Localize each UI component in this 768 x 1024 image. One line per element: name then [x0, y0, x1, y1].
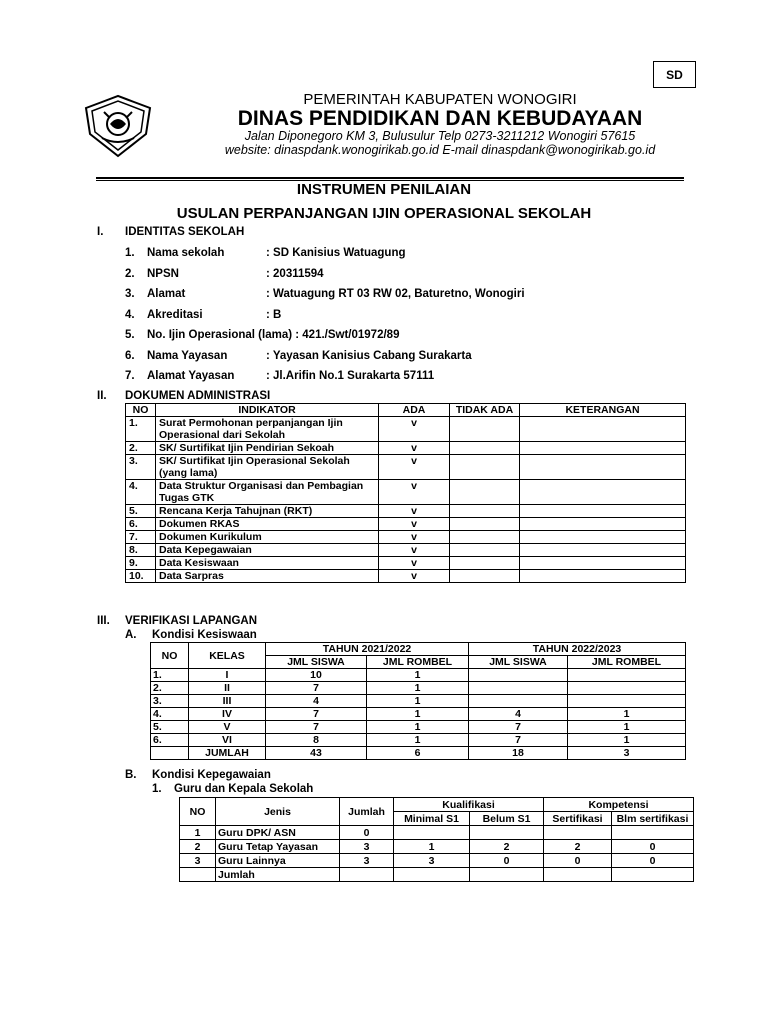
cell-tidak-ada [450, 518, 520, 531]
cell-jml-siswa-2021: 7 [266, 682, 367, 695]
cell-indikator: SK/ Surtifikat Ijin Operasional Sekolah (yang lama) [156, 455, 379, 480]
col-header-jml-rombel: JML ROMBEL [568, 656, 686, 669]
cell-no: 4. [126, 480, 156, 505]
cell-no: 3 [180, 854, 216, 868]
cell-belum-s1 [470, 868, 544, 882]
cell-tidak-ada [450, 455, 520, 480]
table-row [151, 734, 686, 747]
cell-sertifikasi [544, 868, 612, 882]
cell-keterangan [520, 417, 686, 442]
col-header-kualifikasi: Kualifikasi [394, 798, 544, 812]
cell-jml-siswa-2022: 4 [469, 708, 568, 721]
table-row [151, 747, 686, 760]
col-header-kelas: KELAS [189, 643, 266, 669]
student-condition-body [151, 669, 686, 760]
cell-keterangan [520, 455, 686, 480]
cell-ada: v [379, 531, 450, 544]
table-row [151, 708, 686, 721]
cell-ada: v [379, 518, 450, 531]
section-2-number: II. [97, 390, 107, 402]
cell-keterangan [520, 480, 686, 505]
table-row [126, 480, 686, 505]
cell-kelas: JUMLAH [189, 747, 266, 760]
section-3-title: VERIFIKASI LAPANGAN [125, 615, 258, 627]
cell-jml-siswa-2021: 43 [266, 747, 367, 760]
cell-jumlah [340, 868, 394, 882]
section-1-number: I. [97, 226, 104, 238]
cell-no: 7. [126, 531, 156, 544]
cell-jml-rombel-2022: 3 [568, 747, 686, 760]
table-header-row [151, 643, 686, 656]
identity-item-number: 3. [125, 288, 135, 300]
header-contact: website: dinaspdank.wonogirikab.go.id E-mail dinaspdank@wonogirikab.go.id [224, 143, 656, 157]
cell-kelas: V [189, 721, 266, 734]
cell-jml-siswa-2022: 18 [469, 747, 568, 760]
cell-tidak-ada [450, 505, 520, 518]
cell-no: 2. [126, 442, 156, 455]
cell-sertifikasi: 0 [544, 854, 612, 868]
teacher-table [179, 797, 694, 882]
cell-indikator: Data Kesiswaan [156, 557, 379, 570]
cell-blm-sertifikasi [612, 826, 694, 840]
cell-no: 9. [126, 557, 156, 570]
cell-keterangan [520, 518, 686, 531]
school-level-badge: SD [653, 61, 696, 88]
cell-jml-siswa-2021: 7 [266, 721, 367, 734]
identity-item-label: Nama sekolah [147, 247, 225, 259]
cell-keterangan [520, 544, 686, 557]
cell-tidak-ada [450, 531, 520, 544]
identity-item-value: : SD Kanisius Watuagung [266, 247, 406, 259]
cell-jml-rombel-2021: 6 [367, 747, 469, 760]
cell-indikator: Surat Permohonan perpanjangan Ijin Operasional dari Sekolah [156, 417, 379, 442]
cell-jenis: Guru Lainnya [216, 854, 340, 868]
table-row [180, 826, 694, 840]
cell-ada: v [379, 417, 450, 442]
cell-belum-s1 [470, 826, 544, 840]
col-header-no: NO [180, 798, 216, 826]
cell-ada: v [379, 480, 450, 505]
cell-no: 3. [151, 695, 189, 708]
cell-kelas: I [189, 669, 266, 682]
identity-item-value: : 20311594 [266, 268, 324, 280]
cell-indikator: Dokumen RKAS [156, 518, 379, 531]
subsection-1-title: Guru dan Kepala Sekolah [174, 783, 314, 795]
cell-keterangan [520, 557, 686, 570]
identity-item-value: : Jl.Arifin No.1 Surakarta 57111 [266, 370, 435, 382]
identity-item-number: 1. [125, 247, 135, 259]
table-row [126, 544, 686, 557]
cell-jml-rombel-2022 [568, 682, 686, 695]
cell-ada: v [379, 570, 450, 583]
cell-no: 3. [126, 455, 156, 480]
table-header-row [126, 404, 686, 417]
section-2-title: DOKUMEN ADMINISTRASI [125, 390, 271, 402]
table-row [151, 669, 686, 682]
subsection-1-number: 1. [152, 783, 162, 795]
cell-jumlah: 3 [340, 840, 394, 854]
identity-item-label: Akreditasi [147, 309, 203, 321]
cell-indikator: Data Struktur Organisasi dan Pembagian Tugas GTK [156, 480, 379, 505]
cell-no: 1 [180, 826, 216, 840]
cell-jml-siswa-2021: 4 [266, 695, 367, 708]
table-row [151, 695, 686, 708]
cell-jenis: Jumlah [216, 868, 340, 882]
identity-item-label: Alamat Yayasan [147, 370, 235, 382]
section-1-title: IDENTITAS SEKOLAH [125, 226, 245, 238]
col-header-year-2022: TAHUN 2022/2023 [469, 643, 686, 656]
cell-ada: v [379, 455, 450, 480]
cell-blm-sertifikasi: 0 [612, 854, 694, 868]
cell-ada: v [379, 505, 450, 518]
table-row [180, 868, 694, 882]
cell-jml-rombel-2021: 1 [367, 682, 469, 695]
col-header-no: NO [126, 404, 156, 417]
col-header-belum-s1: Belum S1 [470, 812, 544, 826]
cell-jml-rombel-2021: 1 [367, 708, 469, 721]
admin-documents-body [126, 417, 686, 583]
cell-belum-s1: 2 [470, 840, 544, 854]
col-header-ada: ADA [379, 404, 450, 417]
cell-jml-siswa-2021: 10 [266, 669, 367, 682]
subsection-a-title: Kondisi Kesiswaan [152, 629, 257, 641]
cell-keterangan [520, 531, 686, 544]
col-header-blm-sertifikasi: Blm sertifikasi [612, 812, 694, 826]
cell-no: 1. [151, 669, 189, 682]
cell-indikator: Data Kepegawaian [156, 544, 379, 557]
col-header-minimal-s1: Minimal S1 [394, 812, 470, 826]
document-title: INSTRUMEN PENILAIAN [296, 181, 472, 198]
cell-no [180, 868, 216, 882]
identity-item-label: Nama Yayasan [147, 350, 228, 362]
table-row [126, 442, 686, 455]
cell-jumlah: 3 [340, 854, 394, 868]
identity-item-label: Alamat [147, 288, 186, 300]
cell-keterangan [520, 442, 686, 455]
identity-item-value: : Yayasan Kanisius Cabang Surakarta [266, 350, 472, 362]
cell-tidak-ada [450, 570, 520, 583]
cell-no: 8. [126, 544, 156, 557]
cell-ada: v [379, 442, 450, 455]
cell-belum-s1: 0 [470, 854, 544, 868]
cell-minimal-s1: 1 [394, 840, 470, 854]
cell-ada: v [379, 557, 450, 570]
table-row [126, 455, 686, 480]
cell-jml-rombel-2021: 1 [367, 734, 469, 747]
cell-blm-sertifikasi: 0 [612, 840, 694, 854]
cell-no: 5. [151, 721, 189, 734]
table-row [180, 840, 694, 854]
cell-jml-rombel-2022: 1 [568, 721, 686, 734]
cell-tidak-ada [450, 442, 520, 455]
cell-jml-rombel-2022 [568, 695, 686, 708]
cell-no: 10. [126, 570, 156, 583]
table-row [151, 721, 686, 734]
col-header-keterangan: KETERANGAN [520, 404, 686, 417]
subsection-b-letter: B. [125, 769, 137, 781]
cell-keterangan [520, 570, 686, 583]
col-header-jenis: Jenis [216, 798, 340, 826]
header-department: DINAS PENDIDIKAN DAN KEBUDAYAAN [237, 107, 643, 130]
identity-item-number: 5. [125, 329, 135, 341]
col-header-jml-siswa: JML SISWA [469, 656, 568, 669]
identity-item-number: 2. [125, 268, 135, 280]
cell-jumlah: 0 [340, 826, 394, 840]
cell-tidak-ada [450, 480, 520, 505]
cell-jml-siswa-2022: 7 [469, 734, 568, 747]
cell-kelas: II [189, 682, 266, 695]
subsection-b-title: Kondisi Kepegawaian [152, 769, 271, 781]
cell-tidak-ada [450, 544, 520, 557]
col-header-sertifikasi: Sertifikasi [544, 812, 612, 826]
cell-keterangan [520, 505, 686, 518]
cell-indikator: SK/ Surtifikat Ijin Pendirian Sekoah [156, 442, 379, 455]
table-row [126, 570, 686, 583]
cell-no: 1. [126, 417, 156, 442]
table-row [126, 417, 686, 442]
table-row [180, 854, 694, 868]
cell-tidak-ada [450, 557, 520, 570]
cell-indikator: Data Sarpras [156, 570, 379, 583]
col-header-year-2021: TAHUN 2021/2022 [266, 643, 469, 656]
regency-logo [80, 94, 156, 158]
cell-blm-sertifikasi [612, 868, 694, 882]
subsection-a-letter: A. [125, 629, 137, 641]
cell-sertifikasi: 2 [544, 840, 612, 854]
table-header-row [180, 798, 694, 812]
table-row [126, 531, 686, 544]
document-subtitle: USULAN PERPANJANGAN IJIN OPERASIONAL SEKOLAH [176, 205, 592, 222]
cell-no: 4. [151, 708, 189, 721]
identity-item-value: : Watuagung RT 03 RW 02, Baturetno, Wonogiri [266, 288, 525, 300]
cell-minimal-s1: 3 [394, 854, 470, 868]
section-3-number: III. [97, 615, 110, 627]
student-condition-table [150, 642, 686, 760]
col-header-kompetensi: Kompetensi [544, 798, 694, 812]
cell-minimal-s1 [394, 868, 470, 882]
cell-sertifikasi [544, 826, 612, 840]
cell-no: 2 [180, 840, 216, 854]
cell-no: 6. [126, 518, 156, 531]
cell-jml-rombel-2022: 1 [568, 708, 686, 721]
identity-item-number: 6. [125, 350, 135, 362]
col-header-jml-rombel: JML ROMBEL [367, 656, 469, 669]
cell-no [151, 747, 189, 760]
identity-item-value: : B [266, 309, 282, 321]
cell-jenis: Guru DPK/ ASN [216, 826, 340, 840]
identity-item-number: 4. [125, 309, 135, 321]
col-header-jumlah: Jumlah [340, 798, 394, 826]
cell-jml-rombel-2022 [568, 669, 686, 682]
table-row [151, 682, 686, 695]
cell-no: 6. [151, 734, 189, 747]
identity-item-number: 7. [125, 370, 135, 382]
cell-jml-siswa-2021: 7 [266, 708, 367, 721]
header-divider [96, 177, 684, 179]
cell-indikator: Dokumen Kurikulum [156, 531, 379, 544]
table-row [126, 518, 686, 531]
cell-jml-rombel-2022: 1 [568, 734, 686, 747]
header-address: Jalan Diponegoro KM 3, Bulusulur Telp 0273-3211212 Wonogiri 57615 [244, 129, 636, 143]
cell-minimal-s1 [394, 826, 470, 840]
cell-kelas: VI [189, 734, 266, 747]
col-header-tidak-ada: TIDAK ADA [450, 404, 520, 417]
cell-tidak-ada [450, 417, 520, 442]
teacher-table-body [180, 826, 694, 882]
cell-jml-siswa-2022 [469, 669, 568, 682]
cell-jml-rombel-2021: 1 [367, 695, 469, 708]
admin-documents-table [125, 403, 686, 583]
col-header-indikator: INDIKATOR [156, 404, 379, 417]
cell-jml-rombel-2021: 1 [367, 721, 469, 734]
table-row [126, 557, 686, 570]
identity-item-label: No. Ijin Operasional (lama) : 421./Swt/01972/89 [147, 329, 400, 341]
table-row [126, 505, 686, 518]
cell-jml-siswa-2022 [469, 695, 568, 708]
cell-jml-siswa-2022: 7 [469, 721, 568, 734]
cell-jenis: Guru Tetap Yayasan [216, 840, 340, 854]
cell-jml-siswa-2022 [469, 682, 568, 695]
identity-item-label: NPSN [147, 268, 179, 280]
cell-kelas: IV [189, 708, 266, 721]
cell-kelas: III [189, 695, 266, 708]
cell-ada: v [379, 544, 450, 557]
cell-jml-siswa-2021: 8 [266, 734, 367, 747]
col-header-jml-siswa: JML SISWA [266, 656, 367, 669]
col-header-no: NO [151, 643, 189, 669]
cell-no: 2. [151, 682, 189, 695]
header-government: PEMERINTAH KABUPATEN WONOGIRI [303, 91, 577, 108]
cell-indikator: Rencana Kerja Tahujnan (RKT) [156, 505, 379, 518]
cell-no: 5. [126, 505, 156, 518]
cell-jml-rombel-2021: 1 [367, 669, 469, 682]
